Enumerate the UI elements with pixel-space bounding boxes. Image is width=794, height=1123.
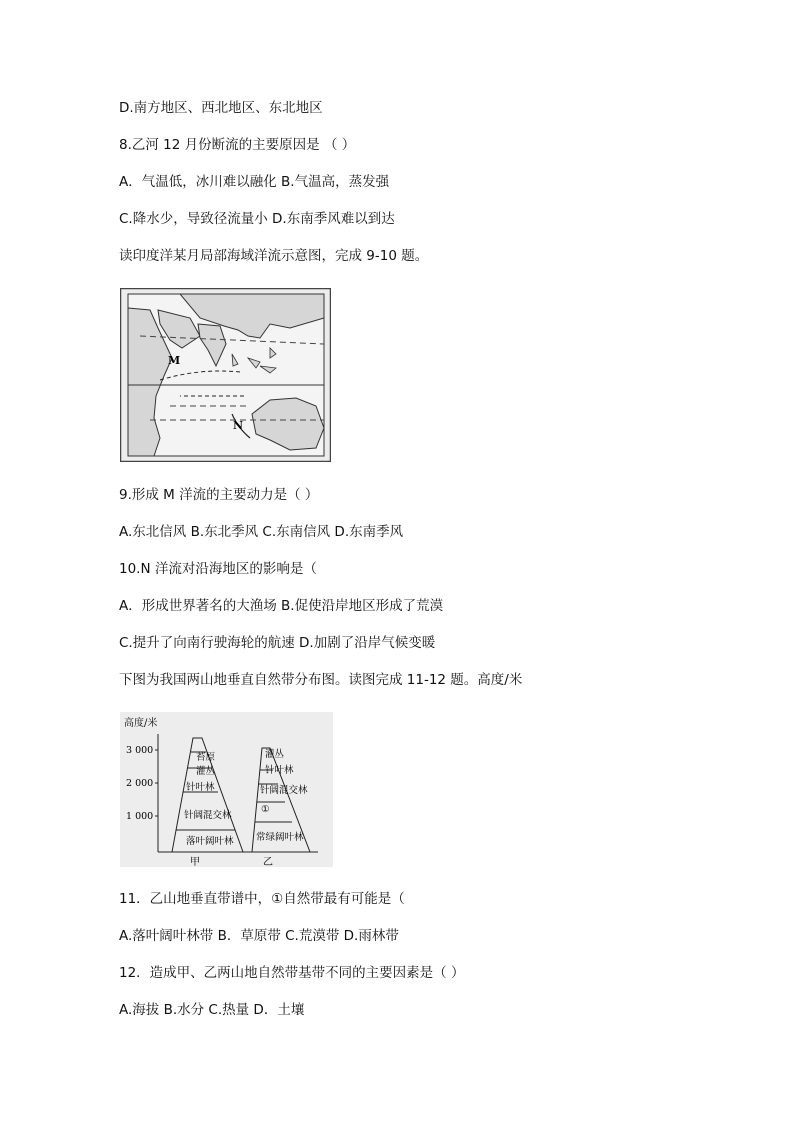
yi-zone-evergreen: 常绿阔叶林 xyxy=(256,832,304,843)
question-10: 10.N 洋流对沿海地区的影响是（ xyxy=(119,561,317,577)
zone-chart-intro: 下图为我国两山地垂直自然带分布图。读图完成 11-12 题。高度/米 xyxy=(119,672,523,688)
options-11: A.落叶阔叶林带 B．草原带 C.荒漠带 D.雨林带 xyxy=(119,928,399,944)
yi-name: 乙 xyxy=(263,857,273,867)
map-label-n: N xyxy=(233,419,244,432)
jia-zone-conifer: 针叶林 xyxy=(186,782,215,793)
zone-ytick-3000: 3 000 xyxy=(126,745,154,756)
ocean-current-map-svg xyxy=(120,288,331,462)
options-8-cd: C.降水少，导致径流量小 D.东南季风难以到达 xyxy=(119,211,395,227)
zone-y-axis-label: 高度/米 xyxy=(124,718,158,729)
options-12: A.海拔 B.水分 C.热量 D．土壤 xyxy=(119,1002,305,1018)
yi-zone-conifer: 针叶林 xyxy=(265,765,294,776)
options-10-ab: A．形成世界著名的大渔场 B.促使沿岸地区形成了荒漠 xyxy=(119,598,444,614)
yi-zone-unknown: ① xyxy=(261,804,270,815)
yi-zone-shrub: 灌丛 xyxy=(265,749,285,760)
vertical-zone-figure xyxy=(120,712,333,867)
options-8-ab: A．气温低，冰川难以融化 B.气温高，蒸发强 xyxy=(119,174,390,190)
jia-zone-shrub: 灌丛 xyxy=(196,766,216,777)
yi-zone-mixed: 针阔混交林 xyxy=(260,785,308,796)
map-intro: 读印度洋某月局部海域洋流示意图，完成 9-10 题。 xyxy=(119,248,429,264)
ocean-current-map xyxy=(120,288,331,462)
question-11: 11．乙山地垂直带谱中，①自然带最有可能是（ xyxy=(119,891,405,907)
question-8: 8.乙河 12 月份断流的主要原因是 （ ） xyxy=(119,137,356,153)
options-10-cd: C.提升了向南行驶海轮的航速 D.加剧了沿岸气候变暖 xyxy=(119,635,436,651)
jia-zone-tundra: 苔原 xyxy=(196,752,216,763)
options-9: A.东北信风 B.东北季风 C.东南信风 D.东南季风 xyxy=(119,524,404,540)
question-12: 12．造成甲、乙两山地自然带基带不同的主要因素是（ ） xyxy=(119,965,465,981)
jia-zone-deciduous: 落叶阔叶林 xyxy=(186,836,234,847)
question-9: 9.形成 M 洋流的主要动力是（ ） xyxy=(119,487,319,503)
zone-ytick-2000: 2 000 xyxy=(126,778,154,789)
jia-zone-mixed: 针阔混交林 xyxy=(184,810,232,821)
option-line-d-7: D.南方地区、西北地区、东北地区 xyxy=(119,100,323,116)
vertical-zone-svg xyxy=(120,712,333,867)
map-label-m: M xyxy=(168,354,181,367)
zone-ytick-1000: 1 000 xyxy=(126,811,154,822)
jia-name: 甲 xyxy=(190,857,200,867)
